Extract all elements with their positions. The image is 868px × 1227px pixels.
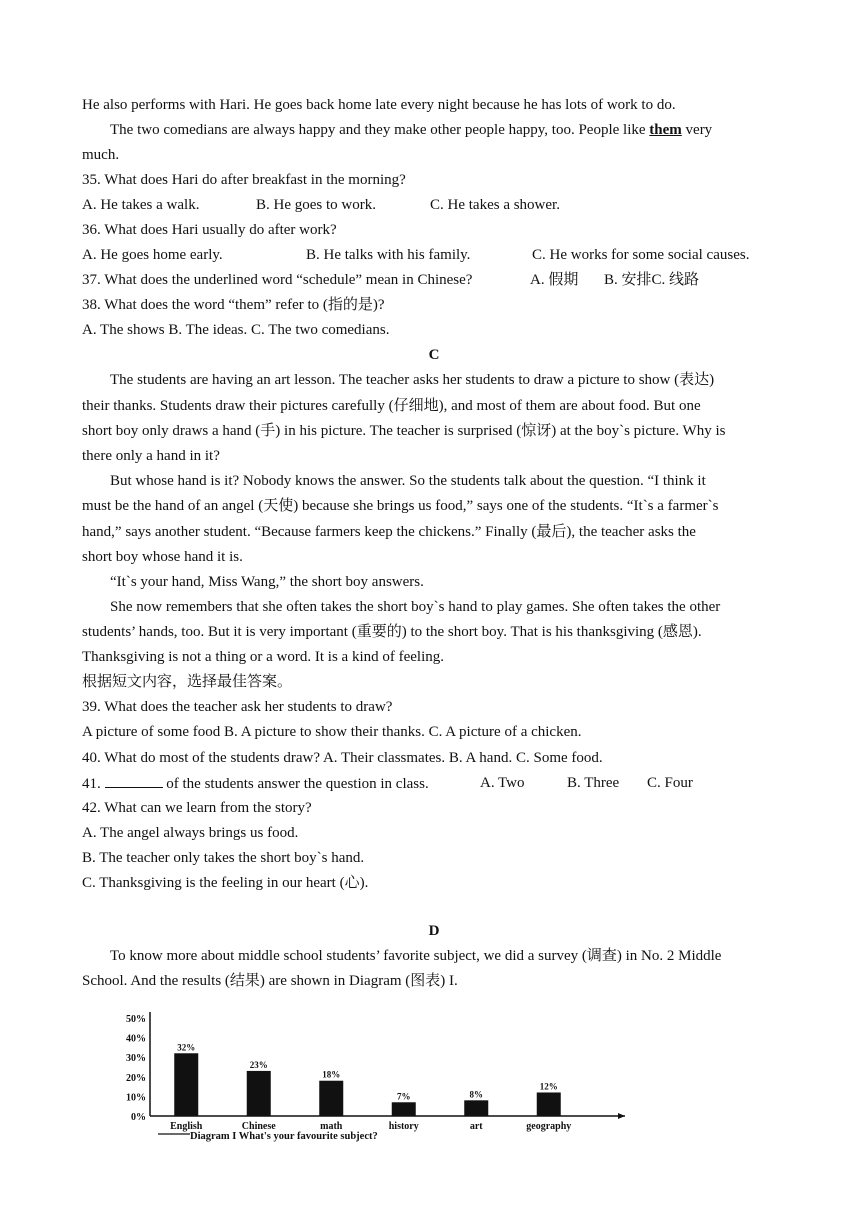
option-a: A. The angel always brings us food. xyxy=(82,825,299,841)
text-segment: The two comedians are always happy and they make other people happy, too. People like xyxy=(110,122,646,138)
option-c: C. Thanksgiving is the feeling in our heart (心). xyxy=(82,875,369,891)
paragraph-line: The students are having an art lesson. The teacher asks her students to draw a picture to show (表达) xyxy=(110,372,715,388)
bar xyxy=(392,1102,416,1116)
paragraph-line: hand,” says another student. “Because farmers keep the chickens.” Finally (最后), the teacher asks the xyxy=(82,524,696,540)
bar-value-label: 23% xyxy=(249,1059,268,1070)
paragraph-line: To know more about middle school students’ favorite subject, we did a survey (调查) in No. 2 Middle xyxy=(110,948,722,964)
paragraph-line: School. And the results (结果) are shown in Diagram (图表) I. xyxy=(82,973,458,989)
paragraph-line: But whose hand is it? Nobody knows the answer. So the students talk about the question. “I think it xyxy=(110,473,706,489)
option-b: B. The teacher only takes the short boy`s hand. xyxy=(82,850,365,866)
x-tick-label: English xyxy=(170,1121,203,1132)
bar xyxy=(247,1071,271,1116)
question-text: 37. What does the underlined word “schedule” mean in Chinese? xyxy=(82,272,473,288)
option-c: C. He works for some social causes. xyxy=(532,247,750,263)
x-tick-label: history xyxy=(388,1121,419,1132)
paragraph-line: She now remembers that she often takes the short boy`s hand to play games. She often takes the other xyxy=(110,599,721,615)
y-tick-label: 40% xyxy=(126,1033,146,1045)
text-line xyxy=(110,120,794,140)
options-35 xyxy=(82,195,794,215)
paragraph-line: short boy whose hand it is. xyxy=(82,549,243,565)
x-tick-label: math xyxy=(320,1121,343,1132)
y-tick-label: 30% xyxy=(126,1053,146,1065)
option-a: A. He goes home early. xyxy=(82,247,223,263)
paragraph-line: must be the hand of an angel (天使) because she brings us food,” says one of the students. “It`s a farmer`s xyxy=(82,498,719,514)
question-38: 38. What does the word “them” refer to (指的是)? xyxy=(82,297,385,313)
option-b: B. Three xyxy=(567,775,620,791)
y-tick-label: 0% xyxy=(131,1112,146,1123)
y-tick-label: 20% xyxy=(126,1072,146,1084)
paragraph-line: short boy only draws a hand (手) in his picture. The teacher is surprised (惊讶) at the boy`s picture. Why is xyxy=(82,423,726,439)
question-41 xyxy=(82,773,794,794)
question-40: 40. What do most of the students draw? A. Their classmates. B. A hand. C. Some food. xyxy=(82,750,603,766)
options-36 xyxy=(82,245,794,265)
option-a: A. He takes a walk. xyxy=(82,197,200,213)
y-tick-label: 10% xyxy=(126,1092,146,1104)
question-42: 42. What can we learn from the story? xyxy=(82,800,312,816)
options-38: A. The shows B. The ideas. C. The two comedians. xyxy=(82,322,390,338)
question-35: 35. What does Hari do after breakfast in the morning? xyxy=(82,172,406,188)
y-tick-label: 50% xyxy=(126,1014,146,1025)
bar-chart xyxy=(110,1002,650,1152)
paragraph-line: there only a hand in it? xyxy=(82,448,220,464)
bar xyxy=(174,1053,198,1116)
bar xyxy=(319,1081,343,1116)
options-39: A picture of some food B. A picture to show their thanks. C. A picture of a chicken. xyxy=(82,724,582,740)
option-a: A. 假期 xyxy=(530,272,579,288)
text-line: He also performs with Hari. He goes back home late every night because he has lots of work to do. xyxy=(82,97,676,113)
x-tick-label: geography xyxy=(526,1121,572,1132)
option-b-c: B. 安排C. 线路 xyxy=(604,272,700,288)
paragraph-line: students’ hands, too. But it is very important (重要的) to the short boy. That is his thanksgiving (感恩). xyxy=(82,624,702,640)
text-line: much. xyxy=(82,147,120,163)
question-text: of the students answer the question in class. xyxy=(166,776,429,792)
paragraph-line: Thanksgiving is not a thing or a word. It is a kind of feeling. xyxy=(82,649,445,665)
option-c: C. He takes a shower. xyxy=(430,197,560,213)
instruction-line: 根据短文内容，选择最佳答案。 xyxy=(82,674,293,690)
x-tick-label: art xyxy=(469,1121,483,1132)
bar-value-label: 18% xyxy=(322,1069,341,1080)
paragraph-line: “It`s your hand, Miss Wang,” the short boy answers. xyxy=(110,574,424,590)
option-b: B. He goes to work. xyxy=(256,197,376,213)
option-c: C. Four xyxy=(647,775,693,791)
question-number: 41. xyxy=(82,776,101,792)
x-tick-label: Chinese xyxy=(241,1121,276,1132)
x-axis-arrow xyxy=(618,1113,625,1119)
question-36: 36. What does Hari usually do after work? xyxy=(82,222,337,238)
bar-chart-svg xyxy=(110,1002,650,1152)
option-a: A. Two xyxy=(480,775,525,791)
bar-value-label: 32% xyxy=(177,1042,196,1053)
bar xyxy=(537,1092,561,1116)
chart-caption: Diagram I What's your favourite subject? xyxy=(190,1131,378,1142)
underlined-word: them xyxy=(649,122,682,138)
question-37 xyxy=(82,270,794,290)
section-heading-d: D xyxy=(428,923,440,939)
bar-value-label: 8% xyxy=(469,1089,483,1100)
paragraph-line: their thanks. Students draw their pictures carefully (仔细地), and most of them are about food. But one xyxy=(82,398,701,414)
option-b: B. He talks with his family. xyxy=(306,247,471,263)
question-39: 39. What does the teacher ask her students to draw? xyxy=(82,699,393,715)
text-segment: very xyxy=(685,122,713,138)
bar xyxy=(464,1100,488,1116)
bar-value-label: 7% xyxy=(397,1091,411,1102)
answer-blank xyxy=(105,773,163,788)
section-heading-c: C xyxy=(428,347,440,363)
bar-value-label: 12% xyxy=(539,1081,558,1092)
